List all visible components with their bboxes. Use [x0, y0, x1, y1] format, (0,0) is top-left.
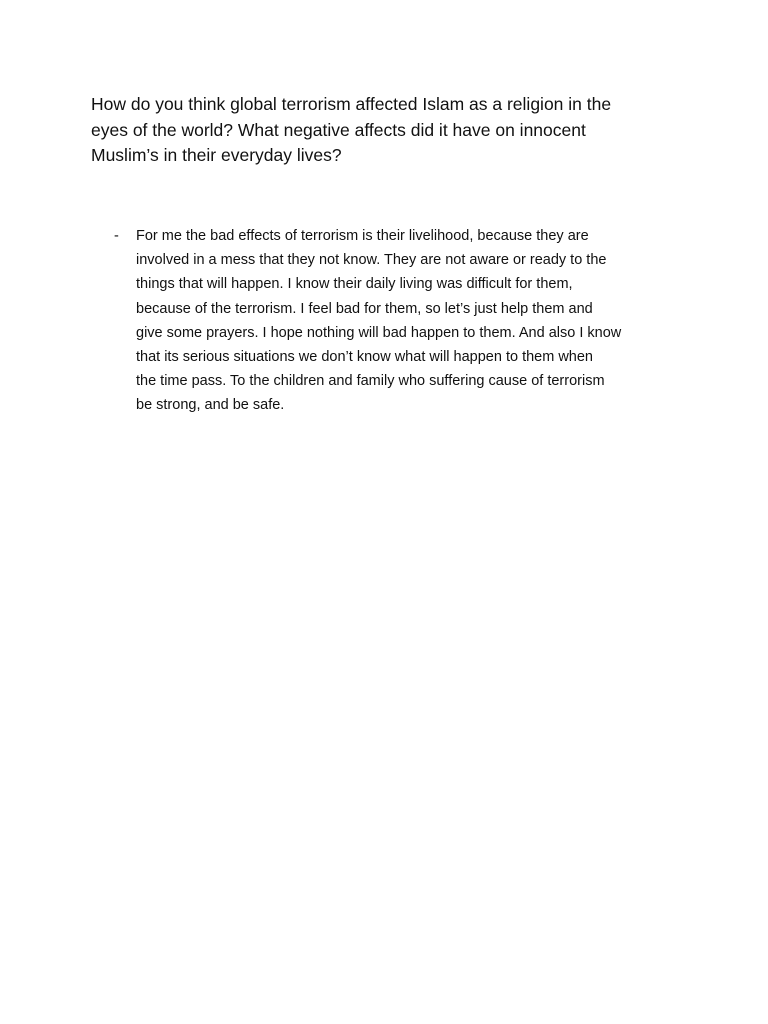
question-paragraph	[91, 92, 691, 169]
answer-line: the time pass. To the children and family who suffering cause of terrorism	[136, 373, 605, 390]
answer-line: be strong, and be safe.	[136, 397, 285, 414]
answer-line: give some prayers. I hope nothing will bad happen to them. And also I know	[136, 324, 622, 341]
bullet-dash: -	[114, 228, 119, 244]
answer-paragraph	[136, 224, 696, 418]
question-line: How do you think global terrorism affected Islam as a religion in the	[91, 94, 612, 114]
answer-line: that its serious situations we don’t know what will happen to them when	[136, 349, 593, 366]
answer-line: involved in a mess that they not know. They are not aware or ready to the	[136, 252, 607, 269]
answer-line: things that will happen. I know their daily living was difficult for them,	[136, 276, 573, 293]
answer-line: because of the terrorism. I feel bad for them, so let’s just help them and	[136, 300, 593, 317]
question-line: Muslim’s in their everyday lives?	[91, 145, 342, 165]
answer-line: For me the bad effects of terrorism is their livelihood, because they are	[136, 228, 589, 244]
question-line: eyes of the world? What negative affects did it have on innocent	[91, 119, 586, 140]
